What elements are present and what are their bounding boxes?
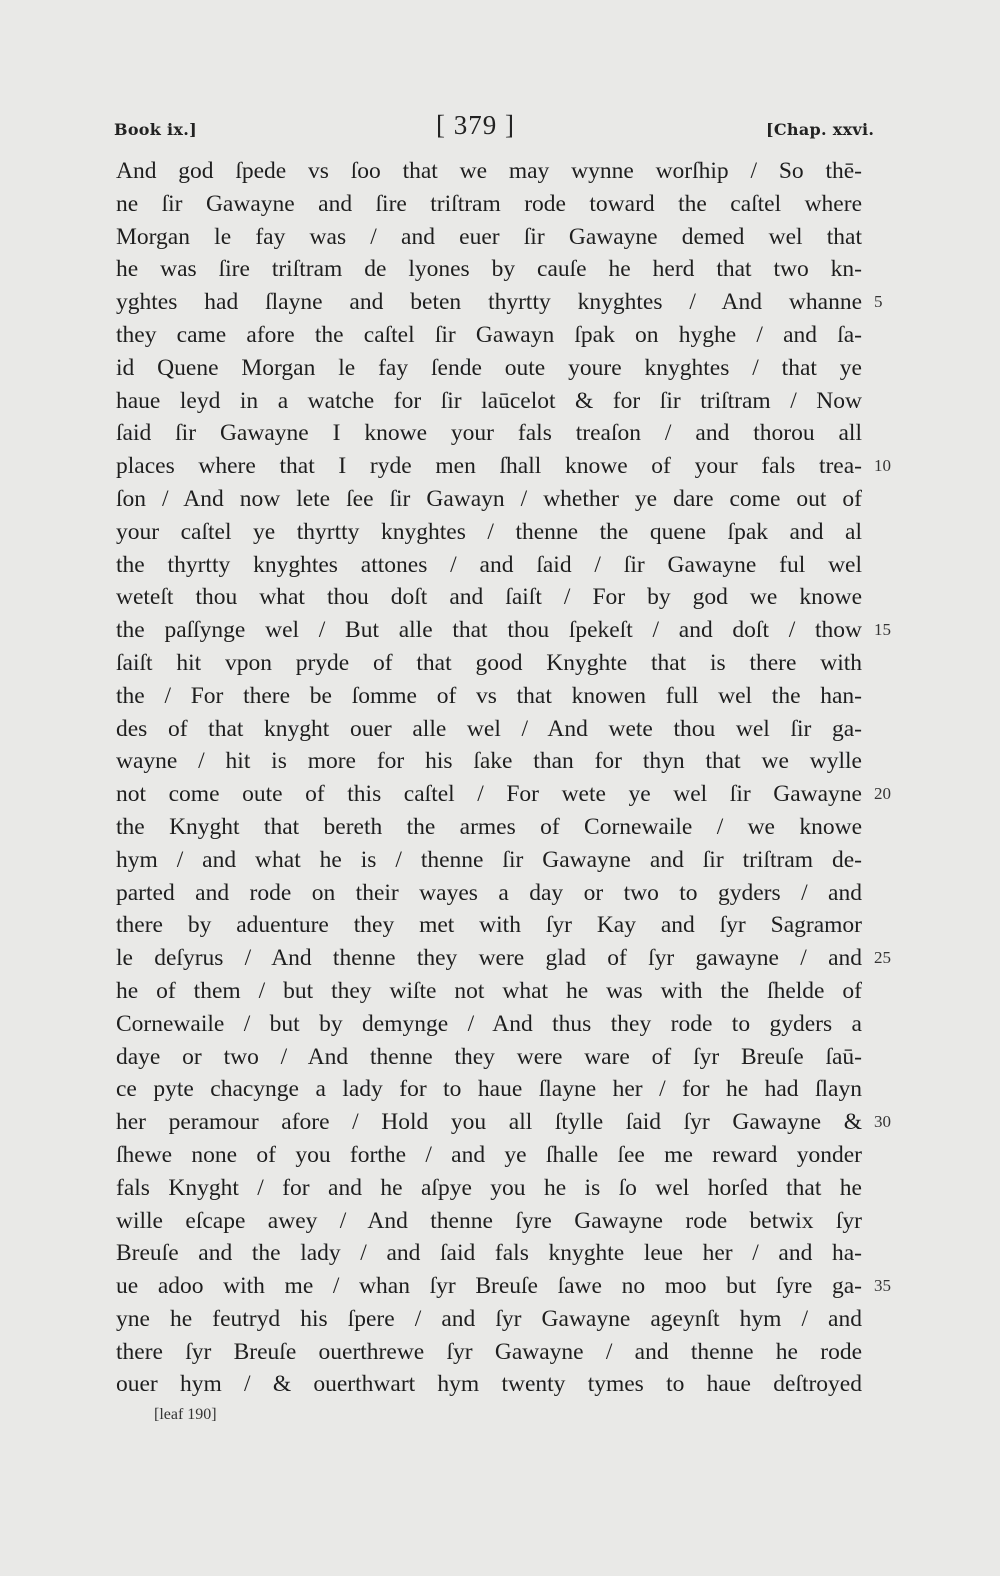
line-text: daye or two / And thenne they were ware of ſyr Breuſe ſaū- xyxy=(116,1043,862,1070)
text-line xyxy=(116,581,862,614)
text-line xyxy=(116,1041,862,1074)
text-line xyxy=(116,1205,862,1238)
line-number: 30 xyxy=(874,1112,891,1132)
line-text: your caſtel ye thyrtty knyghtes / thenne the quene ſpak and al xyxy=(116,518,862,545)
text-line xyxy=(116,221,862,254)
line-number: 35 xyxy=(874,1276,891,1296)
text-line xyxy=(116,253,862,286)
line-text: hym / and what he is / thenne ſir Gawayne and ſir triſtram de- xyxy=(116,846,862,873)
line-text: there by aduenture they met with ſyr Kay and ſyr Sagramor xyxy=(116,912,862,939)
line-text: Breuſe and the lady / and ſaid fals knyghte leue her / and ha- xyxy=(116,1240,862,1267)
text-line xyxy=(116,286,883,319)
text-line xyxy=(116,450,891,483)
text-line xyxy=(116,1073,862,1106)
text-line xyxy=(116,188,862,221)
line-number: 15 xyxy=(874,620,891,640)
text-line xyxy=(116,745,862,778)
text-line xyxy=(116,647,862,680)
line-text: he was ſire triſtram de lyones by cauſe he herd that two kn- xyxy=(116,256,862,283)
text-line xyxy=(116,1270,891,1303)
text-line xyxy=(116,909,862,942)
line-text: the / For there be ſomme of vs that knowen full wel the han- xyxy=(116,682,862,709)
line-text: there ſyr Breuſe ouerthrewe ſyr Gawayne / and thenne he rode xyxy=(116,1338,862,1365)
text-line xyxy=(116,417,862,450)
line-text: parted and rode on their wayes a day or two to gyders / and xyxy=(116,879,862,906)
text-line xyxy=(116,516,862,549)
line-text: wille eſcape awey / And thenne ſyre Gawayne rode betwix ſyr xyxy=(116,1207,862,1234)
line-text: her peramour afore / Hold you all ſtylle ſaid ſyr Gawayne & xyxy=(116,1109,862,1136)
line-text: And god ſpede vs ſoo that we may wynne worſhip / So thē- xyxy=(116,158,862,184)
text-line xyxy=(116,1237,862,1270)
line-text: id Quene Morgan le fay ſende oute youre knyghtes / that ye xyxy=(116,354,862,381)
line-text: the paſſynge wel / But alle that thou ſpekeſt / and doſt / thow xyxy=(116,617,862,644)
text-line xyxy=(116,844,862,877)
text-line xyxy=(116,1139,862,1172)
line-text: not come oute of this caſtel / For wete ye wel ſir Gawayne xyxy=(116,781,862,808)
text-line xyxy=(116,713,862,746)
line-text: haue leyd in a watche for ſir laūcelot & for ſir triſtram / Now xyxy=(116,387,862,414)
line-text: ce pyte chacynge a lady for to haue ſlayne her / for he had ſlayn xyxy=(116,1076,862,1103)
text-line xyxy=(116,319,862,352)
text-line xyxy=(116,549,862,582)
line-text: des of that knyght ouer alle wel / And wete thou wel ſir ga- xyxy=(116,715,862,742)
text-line xyxy=(116,385,862,418)
line-text: yghtes had ſlayne and beten thyrtty knyghtes / And whanne xyxy=(116,289,862,316)
text-line xyxy=(116,811,862,844)
line-text: Morgan le fay was / and euer ſir Gawayne demed wel that xyxy=(116,223,862,250)
text-line xyxy=(116,614,891,647)
line-text: le deſyrus / And thenne they were glad of ſyr gawayne / and xyxy=(116,945,862,972)
line-text: ne ſir Gawayne and ſire triſtram rode toward the caſtel where xyxy=(116,190,862,217)
line-text: fals Knyght / for and he aſpye you he is ſo wel horſed that he xyxy=(116,1174,862,1201)
line-text: ſon / And now lete ſee ſir Gawayn / whether ye dare come out of xyxy=(116,485,862,512)
text-line xyxy=(116,1336,862,1369)
text-line xyxy=(116,352,862,385)
running-head-book: Book ix.] xyxy=(114,120,197,139)
line-text: ue adoo with me / whan ſyr Breuſe ſawe no moo but ſyre ga- xyxy=(116,1273,862,1300)
line-text: weteſt thou what thou doſt and ſaiſt / For by god we knowe xyxy=(116,584,862,611)
line-number: 10 xyxy=(874,456,891,476)
leaf-note: [leaf 190] xyxy=(154,1406,217,1423)
line-text: the Knyght that bereth the armes of Cornewaile / we knowe xyxy=(116,813,862,840)
line-text: ſhewe none of you forthe / and ye ſhalle ſee me reward yonder xyxy=(116,1141,862,1168)
text-line xyxy=(116,877,862,910)
text-line xyxy=(116,1303,862,1336)
text-line xyxy=(116,1106,891,1139)
text-line xyxy=(116,942,891,975)
text-line xyxy=(116,1368,862,1401)
line-text: Cornewaile / but by demynge / And thus they rode to gyders a xyxy=(116,1010,862,1037)
line-text: wayne / hit is more for his ſake than for thyn that we wylle xyxy=(116,748,862,775)
line-text: places where that I ryde men ſhall knowe of your fals trea- xyxy=(116,453,862,480)
line-text: they came afore the caſtel ſir Gawayn ſpak on hyghe / and ſa- xyxy=(116,321,862,348)
line-number: 5 xyxy=(874,292,883,312)
line-text: yne he feutryd his ſpere / and ſyr Gawayne ageynſt hym / and xyxy=(116,1305,862,1332)
text-line xyxy=(116,778,891,811)
text-line xyxy=(116,680,862,713)
text-line xyxy=(116,483,862,516)
line-number: 25 xyxy=(874,948,891,968)
text-line xyxy=(116,1008,862,1041)
page-number: [ 379 ] xyxy=(436,110,515,140)
text-line xyxy=(116,155,862,188)
text-line xyxy=(116,975,862,1008)
line-text: ſaid ſir Gawayne I knowe your fals treaſon / and thorou all xyxy=(116,420,862,447)
body-text xyxy=(116,155,891,1401)
line-text: ouer hym / & ouerthwart hym twenty tymes to haue deſtroyed xyxy=(116,1371,862,1398)
line-text: he of them / but they wiſte not what he was with the ſhelde of xyxy=(116,977,862,1004)
line-text: the thyrtty knyghtes attones / and ſaid / ſir Gawayne ful wel xyxy=(116,551,862,578)
line-number: 20 xyxy=(874,784,891,804)
running-head-chapter: [Chap. xxvi. xyxy=(766,120,875,139)
text-line xyxy=(116,1172,862,1205)
line-text: ſaiſt hit vpon pryde of that good Knyghte that is there with xyxy=(116,649,862,676)
